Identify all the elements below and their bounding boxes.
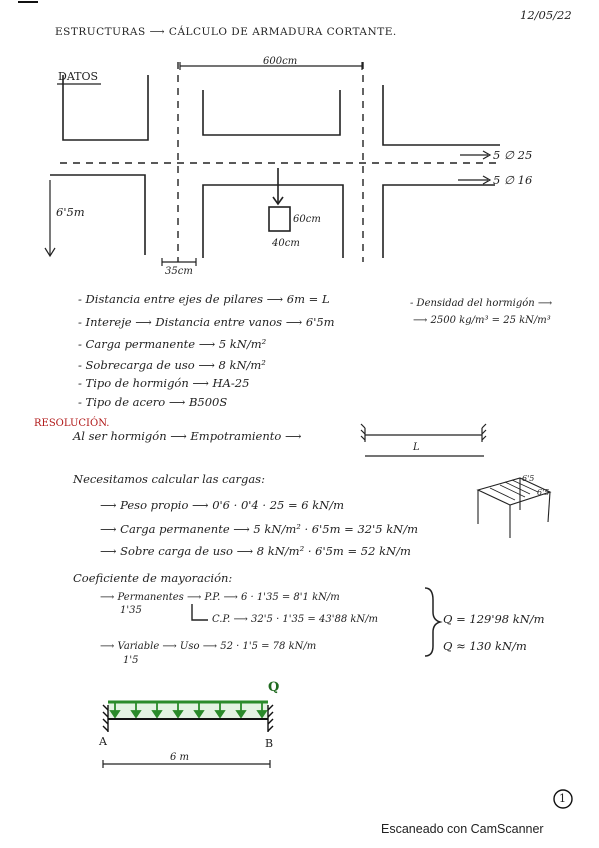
datos-heading: DATOS [58,70,99,83]
resolucion-heading: RESOLUCIÓN. [34,418,110,429]
Q-result-2: Q ≈ 130 kN/m [443,639,527,653]
scanner-footer: Escaneado con CamScanner [381,822,544,836]
page-number: 1 [559,792,566,805]
page-title: ESTRUCTURAS ⟶ CÁLCULO DE ARMADURA CORTANTE. [55,26,397,38]
fixed-beam-sketch [361,424,486,456]
dim-column-label: 35cm [165,266,193,277]
data-item: - Distancia entre ejes de pilares ⟶ 6m = L [78,292,330,306]
date: 12/05/22 [520,8,572,22]
resolucion-line: Al ser hormigón ⟶ Empotramiento ⟶ [73,429,302,443]
sketch-label: 6'5 [522,474,535,483]
data-item: - Tipo de hormigón ⟶ HA-25 [78,376,250,390]
floor-plan-sketch [50,75,500,258]
frame-3d-sketch [478,478,550,538]
beam-label-1: 5 ∅ 25 [493,148,533,162]
section-height: 40cm [272,238,300,249]
carga-item: ⟶ Peso propio ⟶ 0'6 · 0'4 · 25 = 6 kN/m [100,498,345,512]
mayoracion-heading: Coeficiente de mayoración: [73,571,233,585]
data-item: - Intereje ⟶ Distancia entre vanos ⟶ 6'5m [78,315,335,329]
dim-top-label: 600cm [263,56,298,67]
span-label: 6 m [170,752,190,763]
var-coef: 1'5 [123,655,139,666]
section-width: 60cm [293,214,321,225]
carga-item: ⟶ Carga permanente ⟶ 5 kN/m² · 6'5m = 32'5 kN/m [100,522,419,536]
density-line-2: ⟶ 2500 kg/m³ = 25 kN/m³ [413,315,551,326]
carga-item: ⟶ Sobre carga de uso ⟶ 8 kN/m² · 6'5m = 52 kN/m [100,544,411,558]
perm-line: ⟶ Permanentes ⟶ P.P. ⟶ 6 · 1'35 = 8'1 kN/m [100,592,340,603]
support-A-label: A [99,735,107,748]
dim-height-label: 6'5m [56,205,85,219]
var-line: ⟶ Variable ⟶ Uso ⟶ 52 · 1'5 = 78 kN/m [100,641,317,652]
cargas-intro: Necesitamos calcular las cargas: [73,472,265,486]
beam-L-label: L [413,442,420,453]
density-line-1: - Densidad del hormigón ⟶ [410,298,553,309]
beam-label-2: 5 ∅ 16 [493,173,533,187]
sketch-label: 6'5 [537,488,550,497]
cp-line: C.P. ⟶ 32'5 · 1'35 = 43'88 kN/m [212,614,379,625]
Q-result-1: Q = 129'98 kN/m [443,612,545,626]
data-item: - Tipo de acero ⟶ B500S [78,395,228,409]
perm-coef: 1'35 [120,605,142,616]
data-item: - Sobrecarga de uso ⟶ 8 kN/m² [78,358,266,372]
data-item: - Carga permanente ⟶ 5 kN/m² [78,337,267,351]
support-B-label: B [265,737,274,750]
beam-Q-label: Q [268,680,280,695]
